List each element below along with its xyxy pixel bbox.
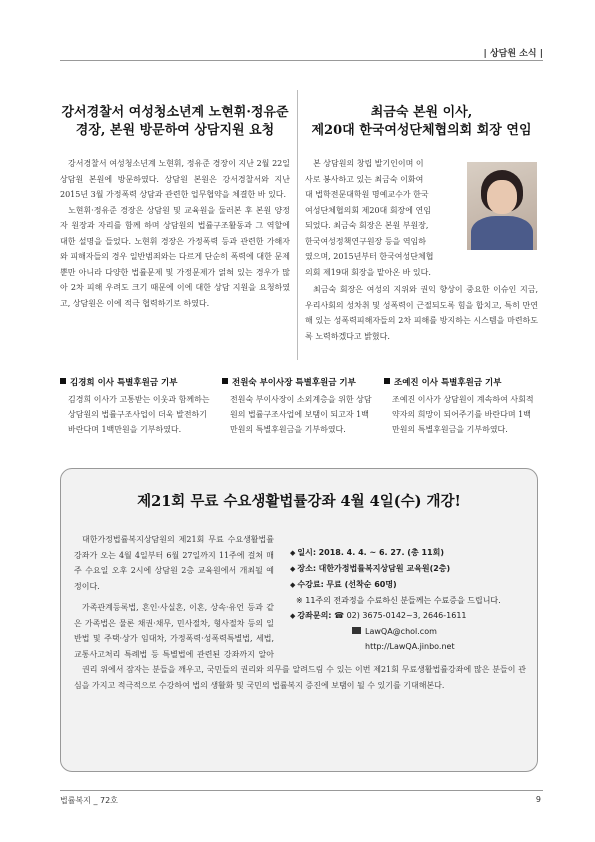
- contact-website[interactable]: http://LawQA.jinbo.net: [365, 642, 455, 651]
- lecture-closing-paragraph: 권리 위에서 잠자는 분들을 깨우고, 국민들의 권리와 의무를 알려드림 수 있는 이번 제21회 무료생활법률강좌에 많은 분들이 관심을 가지고 적극적으로 수강하여 법의 생활화 및 국민의 법률복지 증진에 보탬이 될 수 있기를 기대해본다.: [74, 665, 526, 690]
- square-bullet-icon: [384, 378, 390, 384]
- lecture-intro: [74, 532, 274, 594]
- article2-title: [305, 104, 538, 140]
- article2-intro-line: 였으며, 2015년부터 한국여성단체협: [305, 252, 434, 261]
- lecture-body-paragraph: 가족관계등록법, 혼인·사실혼, 이혼, 상속·유언 등과 같은 가족법은 물론 채권·채무, 민사절차, 형사절차 등의 일반법 및 주택·상가 임대차, 가정폭력·성폭력특별법, 세법, 교통사고처리 특례법 등 특별법에 관련된 강좌까지 알아: [74, 603, 274, 659]
- portrait-photo: [467, 162, 537, 250]
- diamond-bullet-icon: ◆: [290, 612, 296, 620]
- lecture-place: ◆ 장소: 대한가정법률복지상담원 교육원(2층): [290, 564, 451, 573]
- section-tag: | 상담원 소식 |: [483, 49, 543, 59]
- square-bullet-icon: [222, 378, 228, 384]
- lecture-body-lower: [74, 662, 526, 693]
- article1-title-line2: 경장, 본원 방문하여 상담지원 요청: [75, 123, 275, 138]
- donation-text: 김경희 이사가 고통받는 이웃과 함께하는 상담원의 법률구조사업이 더욱 발전하기 바란다며 1백만원을 기부하였다.: [68, 395, 210, 434]
- article2-body: [305, 282, 538, 344]
- email-icon: [352, 627, 361, 634]
- diamond-bullet-icon: ◆: [290, 549, 296, 557]
- donation-item: [384, 376, 538, 437]
- article2-intro-line: 본 상담원의 창립 발기인이며 이: [313, 159, 424, 168]
- article2-paragraph: 최금숙 회장은 여성의 지위와 권익 향상이 중요한 이슈인 지금, 우리사회의 성차취 및 성폭력이 근절되도록 힘을 합치고, 특히 만연해 있는 성폭력피해자들의 2차 피해를 방지하는 시스템을 마련하도록 노력하겠다고 밝혔다.: [305, 285, 538, 341]
- article1-paragraph: 노현휘·정유준 경장은 상담원 및 교육원을 둘러본 후 본원 양정자 원장과 자리를 함께 하며 상담원의 법률구조활동과 그 역할에 대한 설명을 들었다. 노현휘 경장은 가정폭력 등과 관련한 가해자와 피해자들의 경우 일반범죄와는 다르게 단순히 폭력에 대한 문제뿐만 아니라 다양한 법률문제 및 가정문제가 얽혀 있는 경우가 많아 2차 피해 우려도 크기 때문에 이에 대한 상담 지원을 요청하였고, 상담원은 이에 적극 협력하기로 하였다.: [60, 205, 290, 308]
- donation-text: 전원숙 부이사장이 소외계층을 위한 상담원의 법률구조사업에 보탬이 되고자 1백만원의 특별후원금을 기부하였다.: [230, 395, 372, 434]
- lecture-info: [290, 545, 534, 654]
- diamond-bullet-icon: ◆: [290, 581, 296, 589]
- donation-item: [60, 376, 210, 437]
- donation-title: 조예진 이사 특별후원금 기부: [394, 378, 502, 388]
- donation-title: 김경희 이사 특별후원금 기부: [70, 378, 178, 388]
- article2-intro-line: 한국여성정책연구원장 등을 역임하: [305, 236, 427, 246]
- article1-paragraph: 강서경찰서 여성청소년계 노현휘, 정유준 경장이 지난 2월 22일 상담원 본원에 방문하였다. 상담원 본원은 강서경찰서와 지난 2015년 3월 가정폭력 상담과 관련한 업무협약을 체결한 바 있다.: [60, 159, 290, 199]
- article2-title-line2: 제20대 한국여성단체협의회 회장 연임: [311, 123, 532, 138]
- lecture-fee: ◆ 수강료: 무료 (선착순 60명): [290, 580, 397, 589]
- lecture-note: ※ 11주의 전과정을 수료하신 분들께는 수료증을 드립니다.: [296, 596, 501, 605]
- article2-intro-line: 대 법학전문대학원 명예교수가 한국: [305, 190, 429, 199]
- diamond-bullet-icon: ◆: [290, 565, 296, 573]
- lecture-title: 제21회 무료 수요생활법률강좌 4월 4일(수) 개강!: [137, 493, 461, 510]
- lecture-contact: ◆ 강좌문의: ☎ 02) 3675-0142~3, 2646-1611: [290, 611, 467, 620]
- donation-text: 조예진 이사가 상담원이 계속하여 사회적 약자의 희망이 되어주기를 바란다며 1백만원의 특별후원금을 기부하였다.: [392, 395, 534, 434]
- article1-title: [60, 104, 290, 140]
- article2-intro-line: 되었다. 최금숙 회장은 본원 부원장,: [305, 221, 429, 230]
- square-bullet-icon: [60, 378, 66, 384]
- article2-intro: [305, 156, 463, 280]
- lecture-intro-paragraph: 대한가정법률복지상담원의 제21회 무료 수요생활법률강좌가 오는 4월 4일부터 6월 27일까지 11주에 걸쳐 매주 수요일 오후 2시에 상담원 2층 교육원에서 개최될 예정이다.: [74, 535, 274, 591]
- contact-phone: ☎ 02) 3675-0142~3, 2646-1611: [334, 611, 467, 620]
- article2-intro-line: 의회 제19대 회장을 맡아온 바 있다.: [305, 267, 431, 277]
- article2-intro-line: 사로 봉사하고 있는 최금숙 이화여: [305, 174, 424, 184]
- header-divider: [60, 60, 543, 61]
- article2-intro-line: 여성단체협의회 제20대 회장에 연임: [305, 205, 431, 215]
- article2-title-line1: 최금숙 본원 이사,: [370, 105, 473, 120]
- column-divider: [297, 90, 298, 360]
- article1-title-line1: 강서경찰서 여성청소년계 노현휘·정유준: [61, 105, 289, 120]
- footer-publication: 법률복지 _ 72호: [60, 796, 118, 805]
- lecture-body-upper: [74, 600, 274, 662]
- donation-item: [222, 376, 372, 437]
- donation-title: 전원숙 부이사장 특별후원금 기부: [232, 378, 356, 388]
- contact-email[interactable]: LawQA@chol.com: [365, 627, 437, 636]
- footer-divider: [60, 790, 543, 791]
- lecture-date: ◆ 일시: 2018. 4. 4. ~ 6. 27. (총 11회): [290, 548, 444, 557]
- article1-body: [60, 156, 290, 311]
- page-number: 9: [535, 795, 541, 804]
